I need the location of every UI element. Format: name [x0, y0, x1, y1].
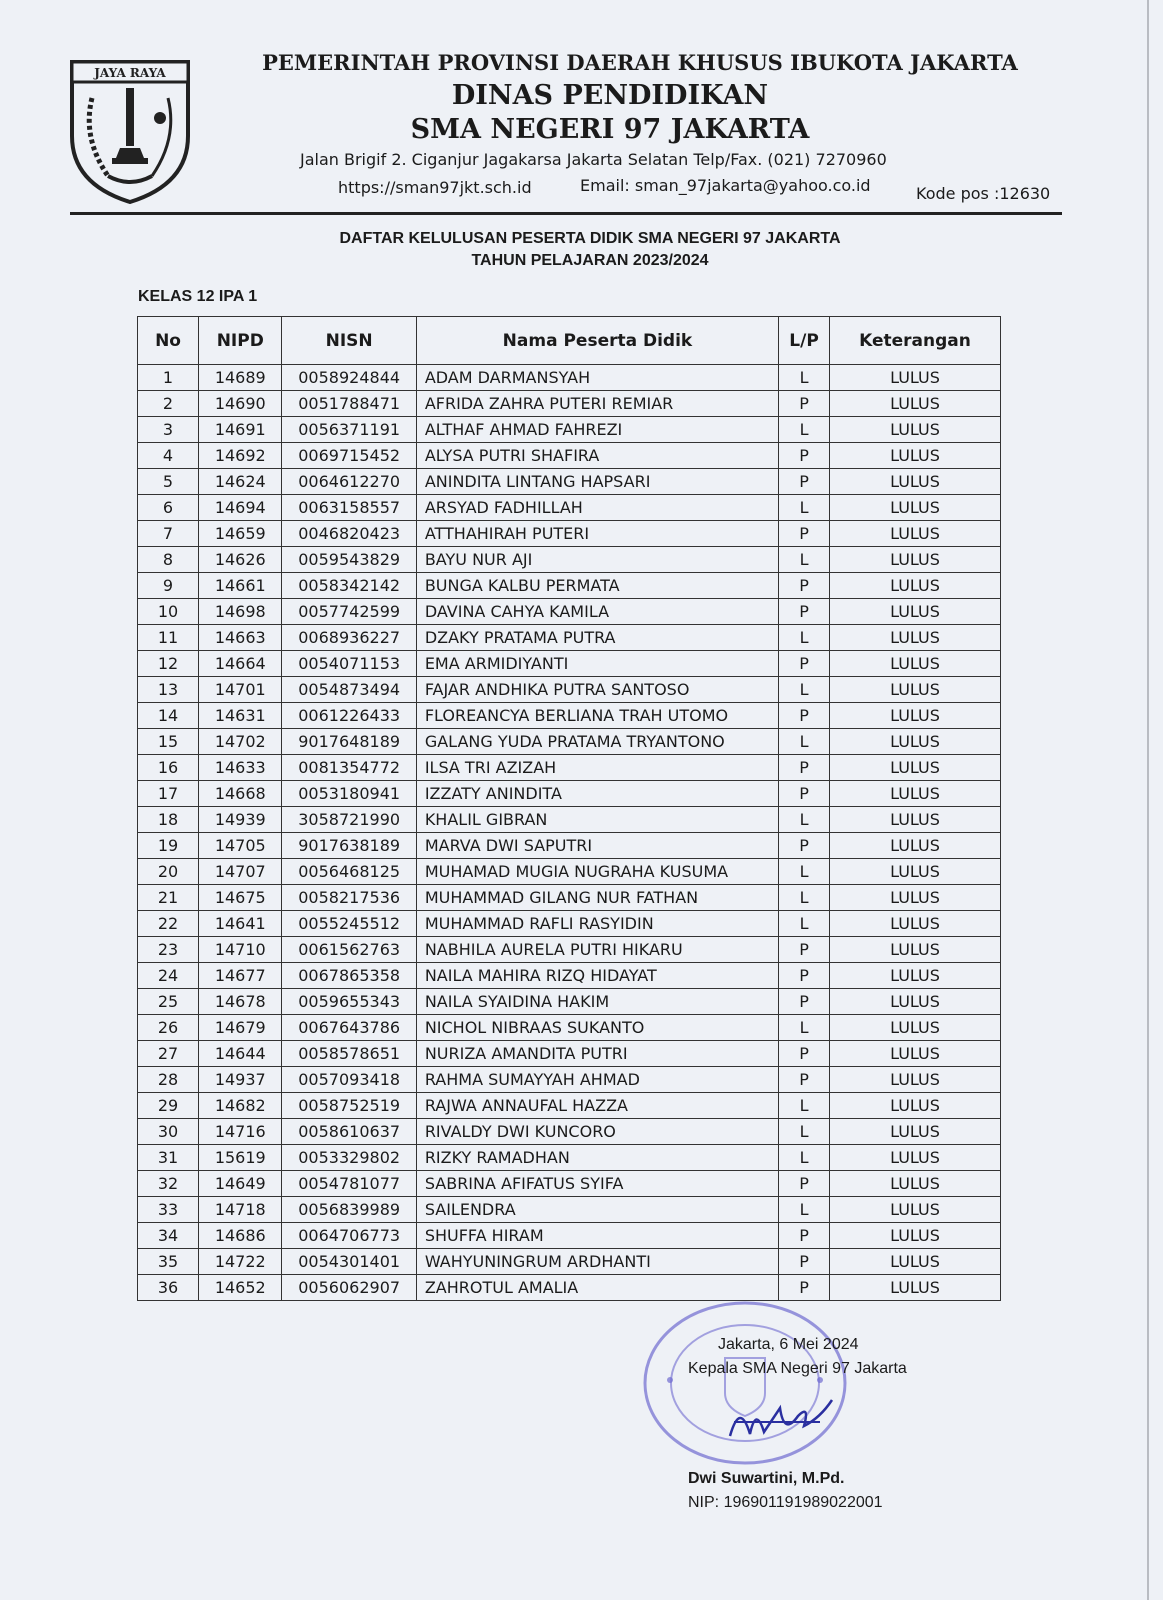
cell-no: 23	[138, 937, 199, 963]
table-row	[138, 833, 1001, 859]
cell-student-name: NURIZA AMANDITA PUTRI	[416, 1041, 778, 1067]
cell-nisn: 0053329802	[282, 1145, 416, 1171]
table-row	[138, 443, 1001, 469]
cell-status: LULUS	[829, 755, 1000, 781]
cell-nisn: 9017648189	[282, 729, 416, 755]
cell-nipd: 14710	[199, 937, 282, 963]
cell-nisn: 0063158557	[282, 495, 416, 521]
school-website: https://sman97jkt.sch.id	[338, 178, 532, 197]
cell-student-name: NAILA SYAIDINA HAKIM	[416, 989, 778, 1015]
cell-status: LULUS	[829, 963, 1000, 989]
cell-nisn: 0057093418	[282, 1067, 416, 1093]
cell-nipd: 14624	[199, 469, 282, 495]
cell-nisn: 0057742599	[282, 599, 416, 625]
table-row	[138, 1223, 1001, 1249]
table-row	[138, 1093, 1001, 1119]
cell-gender: P	[779, 1223, 830, 1249]
cell-status: LULUS	[829, 885, 1000, 911]
table-row	[138, 911, 1001, 937]
cell-gender: P	[779, 937, 830, 963]
cell-nisn: 0056839989	[282, 1197, 416, 1223]
table-row	[138, 1275, 1001, 1301]
cell-nipd: 14716	[199, 1119, 282, 1145]
graduation-table	[137, 316, 1001, 1301]
table-row	[138, 963, 1001, 989]
cell-nisn: 0056062907	[282, 1275, 416, 1301]
cell-gender: P	[779, 599, 830, 625]
cell-nisn: 0061226433	[282, 703, 416, 729]
cell-status: LULUS	[829, 599, 1000, 625]
cell-nipd: 14689	[199, 365, 282, 391]
cell-gender: P	[779, 573, 830, 599]
cell-student-name: NICHOL NIBRAAS SUKANTO	[416, 1015, 778, 1041]
cell-gender: P	[779, 1171, 830, 1197]
signatory-name: Dwi Suwartini, M.Pd.	[688, 1470, 845, 1487]
cell-no: 34	[138, 1223, 199, 1249]
cell-nipd: 14702	[199, 729, 282, 755]
cell-status: LULUS	[829, 1041, 1000, 1067]
table-row	[138, 391, 1001, 417]
cell-status: LULUS	[829, 937, 1000, 963]
cell-gender: P	[779, 963, 830, 989]
cell-student-name: DZAKY PRATAMA PUTRA	[416, 625, 778, 651]
cell-nipd: 14679	[199, 1015, 282, 1041]
cell-nipd: 14652	[199, 1275, 282, 1301]
table-row	[138, 1197, 1001, 1223]
cell-nipd: 14682	[199, 1093, 282, 1119]
cell-student-name: RAHMA SUMAYYAH AHMAD	[416, 1067, 778, 1093]
cell-nipd: 14633	[199, 755, 282, 781]
cell-status: LULUS	[829, 651, 1000, 677]
table-row	[138, 807, 1001, 833]
cell-gender: L	[779, 1197, 830, 1223]
cell-student-name: RIVALDY DWI KUNCORO	[416, 1119, 778, 1145]
cell-status: LULUS	[829, 1223, 1000, 1249]
cell-no: 25	[138, 989, 199, 1015]
cell-no: 24	[138, 963, 199, 989]
cell-no: 2	[138, 391, 199, 417]
cell-student-name: GALANG YUDA PRATAMA TRYANTONO	[416, 729, 778, 755]
cell-gender: P	[779, 755, 830, 781]
cell-gender: L	[779, 495, 830, 521]
cell-status: LULUS	[829, 703, 1000, 729]
cell-gender: P	[779, 391, 830, 417]
cell-nisn: 0059543829	[282, 547, 416, 573]
cell-nipd: 14692	[199, 443, 282, 469]
cell-no: 7	[138, 521, 199, 547]
cell-no: 9	[138, 573, 199, 599]
handwritten-signature	[720, 1396, 840, 1446]
cell-status: LULUS	[829, 1119, 1000, 1145]
cell-gender: L	[779, 1145, 830, 1171]
cell-gender: P	[779, 1041, 830, 1067]
department-name: DINAS PENDIDIKAN	[451, 80, 769, 111]
cell-nipd: 14644	[199, 1041, 282, 1067]
cell-no: 18	[138, 807, 199, 833]
cell-nipd: 14718	[199, 1197, 282, 1223]
cell-nipd: 14677	[199, 963, 282, 989]
table-row	[138, 1041, 1001, 1067]
cell-nisn: 0053180941	[282, 781, 416, 807]
cell-student-name: ARSYAD FADHILLAH	[416, 495, 778, 521]
cell-student-name: ALTHAF AHMAD FAHREZI	[416, 417, 778, 443]
government-name: PEMERINTAH PROVINSI DAERAH KHUSUS IBUKOTA JAKARTA	[262, 50, 1018, 75]
cell-no: 26	[138, 1015, 199, 1041]
cell-nisn: 0054301401	[282, 1249, 416, 1275]
table-header-row	[138, 317, 1001, 365]
table-row	[138, 989, 1001, 1015]
cell-status: LULUS	[829, 1067, 1000, 1093]
cell-nipd: 14649	[199, 1171, 282, 1197]
class-label: KELAS 12 IPA 1	[138, 288, 258, 305]
cell-student-name: ATTHAHIRAH PUTERI	[416, 521, 778, 547]
cell-gender: P	[779, 989, 830, 1015]
cell-nisn: 0054781077	[282, 1171, 416, 1197]
cell-status: LULUS	[829, 1093, 1000, 1119]
cell-nisn: 0068936227	[282, 625, 416, 651]
cell-gender: L	[779, 547, 830, 573]
page-edge	[1147, 0, 1149, 1600]
cell-student-name: MUHAMMAD RAFLI RASYIDIN	[416, 911, 778, 937]
cell-student-name: BUNGA KALBU PERMATA	[416, 573, 778, 599]
cell-nipd: 14691	[199, 417, 282, 443]
cell-status: LULUS	[829, 859, 1000, 885]
table-row	[138, 417, 1001, 443]
cell-no: 12	[138, 651, 199, 677]
cell-nisn: 0067865358	[282, 963, 416, 989]
table-row	[138, 547, 1001, 573]
cell-no: 28	[138, 1067, 199, 1093]
cell-status: LULUS	[829, 677, 1000, 703]
cell-status: LULUS	[829, 1015, 1000, 1041]
cell-no: 19	[138, 833, 199, 859]
col-header-name: Nama Peserta Didik	[416, 317, 778, 365]
cell-nisn: 0064706773	[282, 1223, 416, 1249]
cell-gender: L	[779, 1119, 830, 1145]
cell-student-name: RAJWA ANNAUFAL HAZZA	[416, 1093, 778, 1119]
cell-gender: L	[779, 885, 830, 911]
cell-gender: P	[779, 1275, 830, 1301]
table-row	[138, 495, 1001, 521]
cell-nipd: 14663	[199, 625, 282, 651]
cell-gender: L	[779, 1093, 830, 1119]
cell-status: LULUS	[829, 1197, 1000, 1223]
cell-nisn: 0056371191	[282, 417, 416, 443]
cell-nisn: 0054071153	[282, 651, 416, 677]
signatory-nip: NIP: 196901191989022001	[688, 1494, 883, 1511]
cell-nipd: 14937	[199, 1067, 282, 1093]
cell-nisn: 0055245512	[282, 911, 416, 937]
cell-no: 29	[138, 1093, 199, 1119]
table-row	[138, 755, 1001, 781]
cell-nisn: 0058342142	[282, 573, 416, 599]
cell-nipd: 14641	[199, 911, 282, 937]
col-header-nipd: NIPD	[199, 317, 282, 365]
cell-nipd: 14631	[199, 703, 282, 729]
cell-student-name: ALYSA PUTRI SHAFIRA	[416, 443, 778, 469]
cell-nipd: 14675	[199, 885, 282, 911]
cell-nipd: 14678	[199, 989, 282, 1015]
cell-status: LULUS	[829, 521, 1000, 547]
cell-no: 36	[138, 1275, 199, 1301]
cell-status: LULUS	[829, 495, 1000, 521]
col-header-no: No	[138, 317, 199, 365]
cell-nisn: 3058721990	[282, 807, 416, 833]
cell-student-name: IZZATY ANINDITA	[416, 781, 778, 807]
cell-no: 4	[138, 443, 199, 469]
table-row	[138, 677, 1001, 703]
table-row	[138, 1015, 1001, 1041]
cell-nipd: 14664	[199, 651, 282, 677]
cell-nipd: 14659	[199, 521, 282, 547]
school-name: SMA NEGERI 97 JAKARTA	[410, 114, 810, 145]
cell-gender: P	[779, 651, 830, 677]
cell-gender: P	[779, 1067, 830, 1093]
table-row	[138, 859, 1001, 885]
col-header-gender: L/P	[779, 317, 830, 365]
cell-nisn: 0058752519	[282, 1093, 416, 1119]
cell-student-name: FLOREANCYA BERLIANA TRAH UTOMO	[416, 703, 778, 729]
cell-status: LULUS	[829, 911, 1000, 937]
cell-student-name: BAYU NUR AJI	[416, 547, 778, 573]
cell-nisn: 0061562763	[282, 937, 416, 963]
cell-nipd: 14668	[199, 781, 282, 807]
cell-student-name: FAJAR ANDHIKA PUTRA SANTOSO	[416, 677, 778, 703]
cell-student-name: MUHAMAD MUGIA NUGRAHA KUSUMA	[416, 859, 778, 885]
letterhead-divider	[70, 212, 1062, 215]
cell-nipd: 14939	[199, 807, 282, 833]
cell-no: 6	[138, 495, 199, 521]
cell-nisn: 0069715452	[282, 443, 416, 469]
table-row	[138, 365, 1001, 391]
cell-gender: P	[779, 833, 830, 859]
cell-nisn: 0081354772	[282, 755, 416, 781]
cell-student-name: MUHAMMAD GILANG NUR FATHAN	[416, 885, 778, 911]
cell-nipd: 14722	[199, 1249, 282, 1275]
cell-student-name: ILSA TRI AZIZAH	[416, 755, 778, 781]
cell-no: 15	[138, 729, 199, 755]
cell-status: LULUS	[829, 547, 1000, 573]
signature-place-date: Jakarta, 6 Mei 2024	[718, 1336, 859, 1353]
cell-gender: L	[779, 625, 830, 651]
cell-student-name: NABHILA AURELA PUTRI HIKARU	[416, 937, 778, 963]
table-row	[138, 521, 1001, 547]
table-row	[138, 469, 1001, 495]
cell-status: LULUS	[829, 729, 1000, 755]
cell-no: 14	[138, 703, 199, 729]
cell-status: LULUS	[829, 391, 1000, 417]
cell-student-name: SABRINA AFIFATUS SYIFA	[416, 1171, 778, 1197]
cell-gender: L	[779, 729, 830, 755]
table-row	[138, 703, 1001, 729]
cell-no: 17	[138, 781, 199, 807]
cell-no: 31	[138, 1145, 199, 1171]
cell-status: LULUS	[829, 1275, 1000, 1301]
cell-nisn: 0058578651	[282, 1041, 416, 1067]
cell-no: 10	[138, 599, 199, 625]
cell-status: LULUS	[829, 833, 1000, 859]
cell-status: LULUS	[829, 781, 1000, 807]
cell-nipd: 15619	[199, 1145, 282, 1171]
cell-nisn: 0056468125	[282, 859, 416, 885]
cell-nipd: 14701	[199, 677, 282, 703]
cell-no: 5	[138, 469, 199, 495]
cell-student-name: KHALIL GIBRAN	[416, 807, 778, 833]
document-subtitle: TAHUN PELAJARAN 2023/2024	[471, 252, 709, 269]
cell-no: 11	[138, 625, 199, 651]
cell-gender: L	[779, 677, 830, 703]
cell-nisn: 9017638189	[282, 833, 416, 859]
cell-nisn: 0058924844	[282, 365, 416, 391]
cell-nisn: 0067643786	[282, 1015, 416, 1041]
table-row	[138, 1145, 1001, 1171]
cell-student-name: EMA ARMIDIYANTI	[416, 651, 778, 677]
cell-student-name: DAVINA CAHYA KAMILA	[416, 599, 778, 625]
cell-no: 22	[138, 911, 199, 937]
cell-no: 32	[138, 1171, 199, 1197]
cell-nisn: 0058217536	[282, 885, 416, 911]
table-row	[138, 1119, 1001, 1145]
cell-no: 27	[138, 1041, 199, 1067]
cell-nipd: 14626	[199, 547, 282, 573]
table-row	[138, 573, 1001, 599]
cell-no: 30	[138, 1119, 199, 1145]
cell-status: LULUS	[829, 989, 1000, 1015]
cell-student-name: NAILA MAHIRA RIZQ HIDAYAT	[416, 963, 778, 989]
cell-student-name: ADAM DARMANSYAH	[416, 365, 778, 391]
cell-nisn: 0054873494	[282, 677, 416, 703]
table-row	[138, 1171, 1001, 1197]
cell-status: LULUS	[829, 573, 1000, 599]
postal-code: Kode pos :12630	[916, 184, 1051, 203]
cell-gender: P	[779, 443, 830, 469]
cell-status: LULUS	[829, 625, 1000, 651]
cell-status: LULUS	[829, 1249, 1000, 1275]
signature-role: Kepala SMA Negeri 97 Jakarta	[688, 1360, 907, 1377]
cell-nipd: 14705	[199, 833, 282, 859]
cell-no: 16	[138, 755, 199, 781]
cell-nipd: 14698	[199, 599, 282, 625]
cell-status: LULUS	[829, 1145, 1000, 1171]
cell-gender: L	[779, 365, 830, 391]
cell-gender: L	[779, 859, 830, 885]
cell-gender: P	[779, 781, 830, 807]
table-row	[138, 1067, 1001, 1093]
cell-gender: L	[779, 1015, 830, 1041]
cell-no: 13	[138, 677, 199, 703]
document-title: DAFTAR KELULUSAN PESERTA DIDIK SMA NEGERI 97 JAKARTA	[339, 230, 841, 247]
cell-nisn: 0051788471	[282, 391, 416, 417]
logo-text: JAYA RAYA	[94, 66, 166, 80]
school-address: Jalan Brigif 2. Ciganjur Jagakarsa Jakarta Selatan Telp/Fax. (021) 7270960	[300, 150, 887, 169]
cell-no: 1	[138, 365, 199, 391]
school-email: Email: sman_97jakarta@yahoo.co.id	[580, 176, 871, 195]
cell-status: LULUS	[829, 1171, 1000, 1197]
table-row	[138, 1249, 1001, 1275]
cell-gender: P	[779, 703, 830, 729]
table-row	[138, 937, 1001, 963]
table-row	[138, 781, 1001, 807]
cell-gender: L	[779, 911, 830, 937]
cell-nisn: 0064612270	[282, 469, 416, 495]
cell-gender: L	[779, 417, 830, 443]
cell-nisn: 0058610637	[282, 1119, 416, 1145]
table-row	[138, 599, 1001, 625]
table-row	[138, 651, 1001, 677]
cell-no: 20	[138, 859, 199, 885]
cell-student-name: ZAHROTUL AMALIA	[416, 1275, 778, 1301]
table-row	[138, 729, 1001, 755]
table-row	[138, 885, 1001, 911]
cell-nipd: 14661	[199, 573, 282, 599]
cell-student-name: MARVA DWI SAPUTRI	[416, 833, 778, 859]
cell-nisn: 0059655343	[282, 989, 416, 1015]
cell-nipd: 14707	[199, 859, 282, 885]
cell-nipd: 14690	[199, 391, 282, 417]
cell-gender: P	[779, 469, 830, 495]
cell-status: LULUS	[829, 365, 1000, 391]
cell-gender: P	[779, 1249, 830, 1275]
cell-status: LULUS	[829, 469, 1000, 495]
cell-status: LULUS	[829, 417, 1000, 443]
cell-nisn: 0046820423	[282, 521, 416, 547]
col-header-nisn: NISN	[282, 317, 416, 365]
cell-no: 21	[138, 885, 199, 911]
cell-gender: L	[779, 807, 830, 833]
cell-student-name: SHUFFA HIRAM	[416, 1223, 778, 1249]
cell-status: LULUS	[829, 443, 1000, 469]
cell-no: 8	[138, 547, 199, 573]
cell-student-name: AFRIDA ZAHRA PUTERI REMIAR	[416, 391, 778, 417]
cell-no: 35	[138, 1249, 199, 1275]
cell-student-name: ANINDITA LINTANG HAPSARI	[416, 469, 778, 495]
cell-gender: P	[779, 521, 830, 547]
cell-no: 33	[138, 1197, 199, 1223]
cell-nipd: 14694	[199, 495, 282, 521]
cell-nipd: 14686	[199, 1223, 282, 1249]
cell-student-name: SAILENDRA	[416, 1197, 778, 1223]
table-body	[138, 365, 1001, 1301]
cell-student-name: RIZKY RAMADHAN	[416, 1145, 778, 1171]
cell-no: 3	[138, 417, 199, 443]
cell-status: LULUS	[829, 807, 1000, 833]
cell-student-name: WAHYUNINGRUM ARDHANTI	[416, 1249, 778, 1275]
col-header-status: Keterangan	[829, 317, 1000, 365]
table-row	[138, 625, 1001, 651]
